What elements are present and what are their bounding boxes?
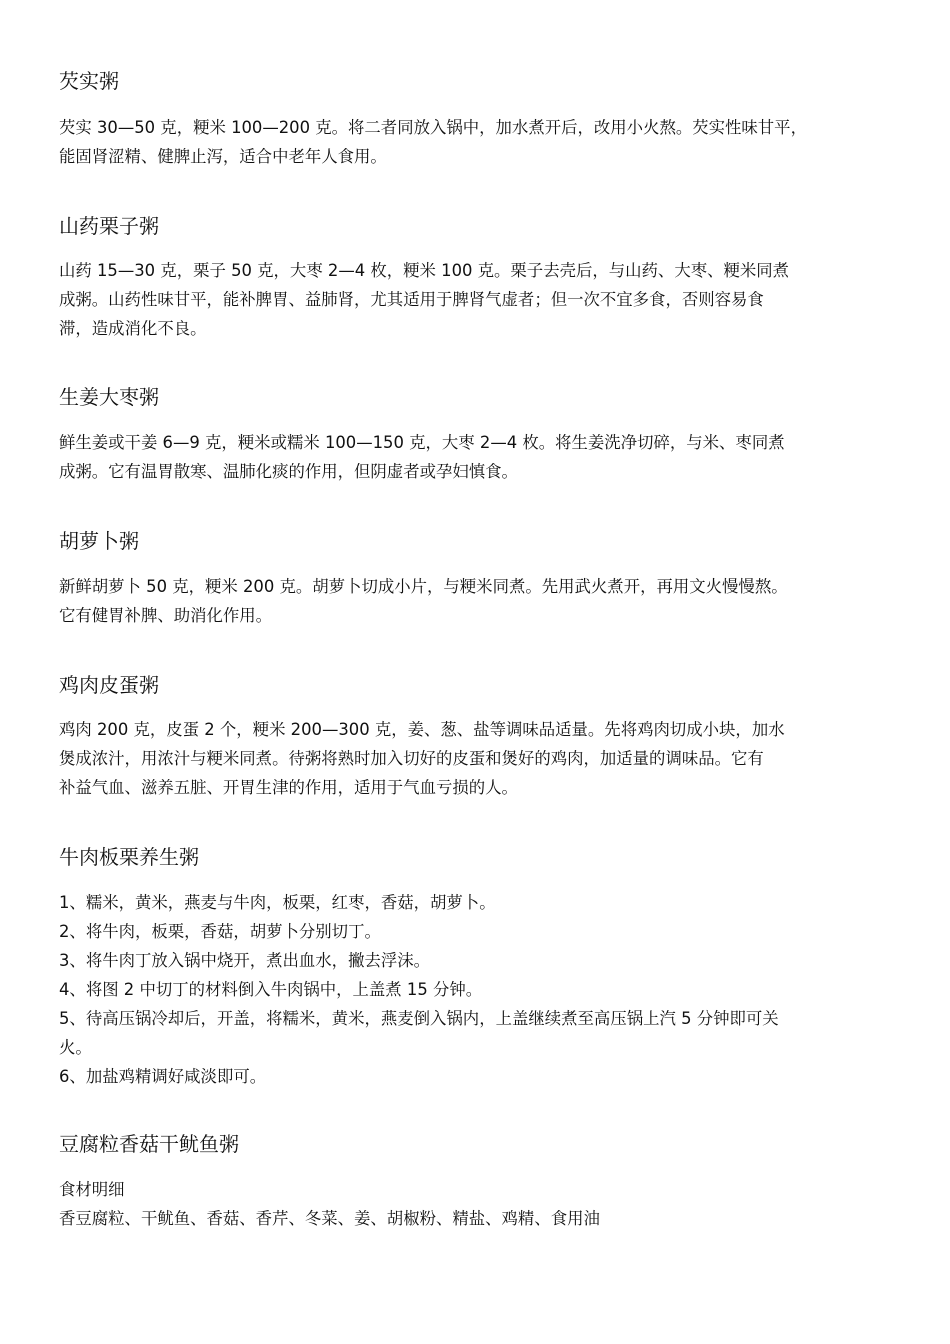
section-title: 牛肉板栗养生粥	[59, 845, 199, 869]
list-item: 3、将牛肉丁放入锅中烧开，煮出血水，撇去浮沫。	[59, 951, 431, 970]
paragraph-line: 芡实 30—50 克，粳米 100—200 克。将二者同放入锅中，加水煮开后，改用小火熬。芡实性味甘平，	[59, 118, 807, 137]
paragraph-line: 成粥。山药性味甘平，能补脾胃、益肺肾，尤其适用于脾肾气虚者；但一次不宜多食，否则容易食	[59, 290, 764, 309]
subheading: 食材明细	[59, 1180, 125, 1199]
paragraph-line: 香豆腐粒、干鱿鱼、香菇、香芹、冬菜、姜、胡椒粉、精盐、鸡精、食用油	[59, 1209, 600, 1228]
section-title: 芡实粥	[59, 69, 119, 93]
list-item: 4、将图 2 中切丁的材料倒入牛肉锅中，上盖煮 15 分钟。	[59, 980, 483, 999]
paragraph-line: 煲成浓汁，用浓汁与粳米同煮。待粥将熟时加入切好的皮蛋和煲好的鸡肉，加适量的调味品。它有	[59, 749, 764, 768]
section-title: 豆腐粒香菇干鱿鱼粥	[59, 1132, 239, 1156]
paragraph-line: 能固肾涩精、健脾止泻，适合中老年人食用。	[59, 147, 387, 166]
paragraph-line: 鸡肉 200 克，皮蛋 2 个，粳米 200—300 克，姜、葱、盐等调味品适量。先将鸡肉切成小块，加水	[59, 720, 785, 739]
section-title: 胡萝卜粥	[59, 529, 139, 553]
list-item: 5、待高压锅冷却后，开盖，将糯米，黄米，燕麦倒入锅内，上盖继续煮至高压锅上汽 5 分钟即可关	[59, 1009, 779, 1028]
list-item: 1、糯米，黄米，燕麦与牛肉，板栗，红枣，香菇，胡萝卜。	[59, 893, 496, 912]
section-title: 山药栗子粥	[59, 214, 159, 238]
paragraph-line: 新鲜胡萝卜 50 克，粳米 200 克。胡萝卜切成小片，与粳米同煮。先用武火煮开，再用文火慢慢熬。	[59, 577, 788, 596]
list-item: 6、加盐鸡精调好咸淡即可。	[59, 1067, 267, 1086]
list-item: 2、将牛肉，板栗，香菇，胡萝卜分别切丁。	[59, 922, 381, 941]
paragraph-line: 补益气血、滋养五脏、开胃生津的作用，适用于气血亏损的人。	[59, 778, 518, 797]
list-item: 火。	[59, 1038, 92, 1057]
section-title: 生姜大枣粥	[59, 385, 159, 409]
paragraph-line: 成粥。它有温胃散寒、温肺化痰的作用，但阴虚者或孕妇慎食。	[59, 462, 518, 481]
paragraph-line: 它有健胃补脾、助消化作用。	[59, 606, 273, 625]
paragraph-line: 鲜生姜或干姜 6—9 克，粳米或糯米 100—150 克，大枣 2—4 枚。将生姜洗净切碎，与米、枣同煮	[59, 433, 785, 452]
paragraph-line: 山药 15—30 克，栗子 50 克，大枣 2—4 枚，粳米 100 克。栗子去壳后，与山药、大枣、粳米同煮	[59, 261, 790, 280]
paragraph-line: 滞，造成消化不良。	[59, 319, 207, 338]
section-title: 鸡肉皮蛋粥	[59, 673, 159, 697]
